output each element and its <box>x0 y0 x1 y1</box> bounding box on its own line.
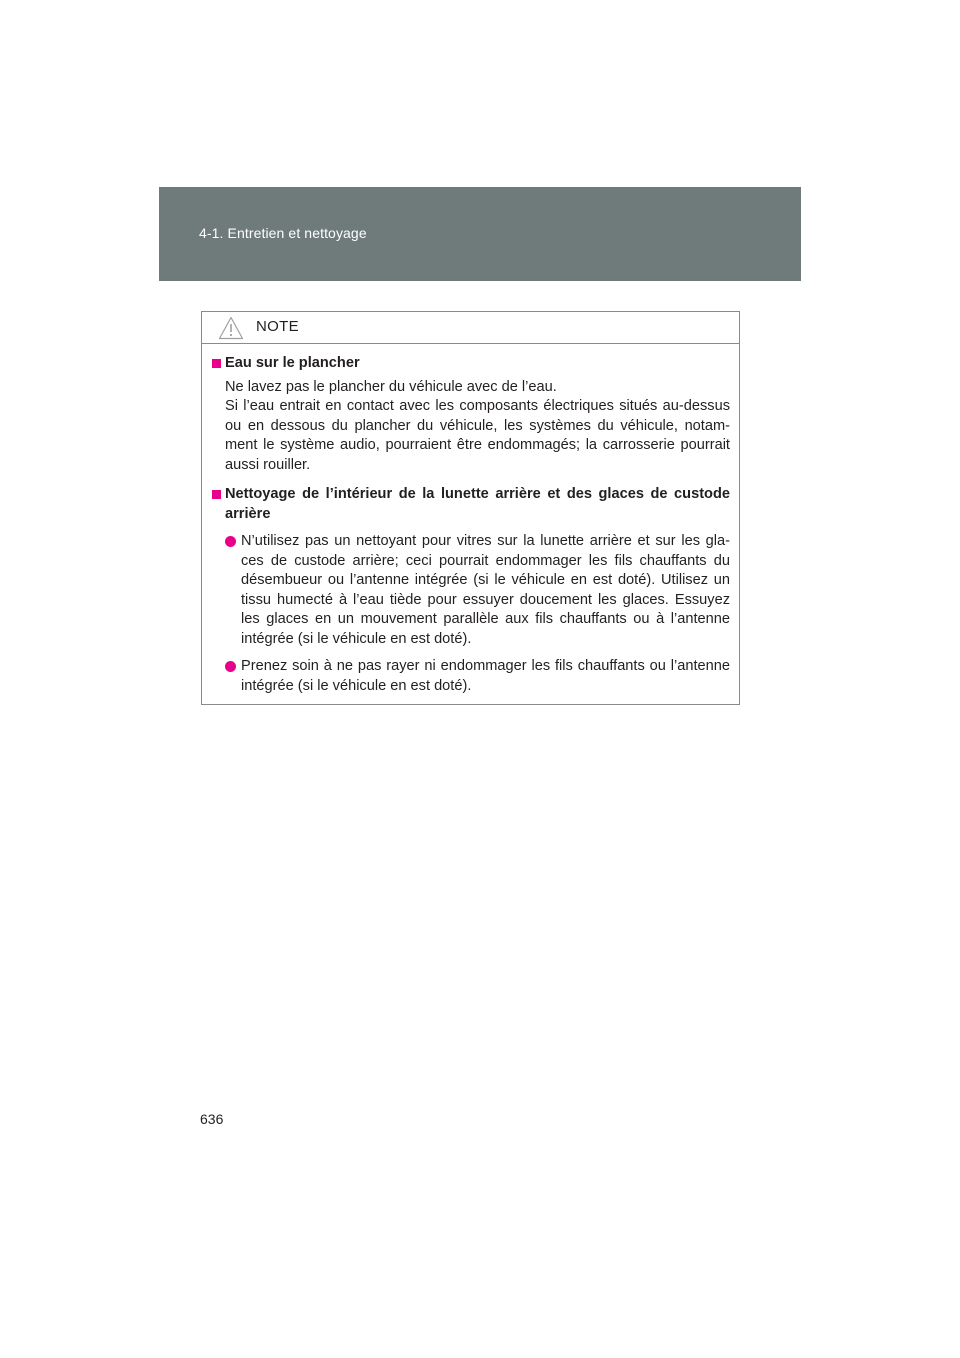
page-number: 636 <box>200 1111 224 1127</box>
list-item: N’utilisez pas un nettoyant pour vitres sur la lunette arrière et sur les gla-ces de custode arrière; ceci pourrait endommager les fils chauffants du désembueur ou l’antenne intégrée (si le véhicule en est doté). Utilisez un tissu humecté à l’eau tiède pour essuyer doucement les glaces. Essuyez les glaces en un mouvement parallèle aux fils chauffants ou à l’antenne intégrée (si le véhicule en est doté). <box>212 532 730 649</box>
list-item: Prenez soin à ne pas rayer ni endommager les fils chauffants ou l’antenne intégrée (si le véhicule en est doté). <box>212 657 730 696</box>
note-label: NOTE <box>256 318 299 335</box>
note-body <box>202 344 739 696</box>
note-header <box>202 312 739 344</box>
section-heading: Nettoyage de l’intérieur de la lunette arrière et des glaces de custode arrière <box>212 485 730 524</box>
warning-triangle-icon <box>218 316 244 340</box>
note-box <box>201 311 740 705</box>
section-heading: Eau sur le plancher <box>212 354 730 374</box>
paragraph: Ne lavez pas le plancher du véhicule avec de l’eau. <box>225 378 557 395</box>
round-bullet-icon <box>225 536 236 547</box>
square-bullet-icon <box>212 359 221 368</box>
square-bullet-icon <box>212 490 221 499</box>
chapter-header-band <box>159 187 801 281</box>
paragraph: Si l’eau entrait en contact avec les composants électriques situés au-dessus ou en dessous du plancher du véhicule, les systèmes du véhicule, notam-ment le système audio, pourraient être endommagés; la carrosserie pourrait aussi rouiller. <box>225 398 730 473</box>
section-title: 4-1. Entretien et nettoyage <box>199 225 367 241</box>
round-bullet-icon <box>225 661 236 672</box>
